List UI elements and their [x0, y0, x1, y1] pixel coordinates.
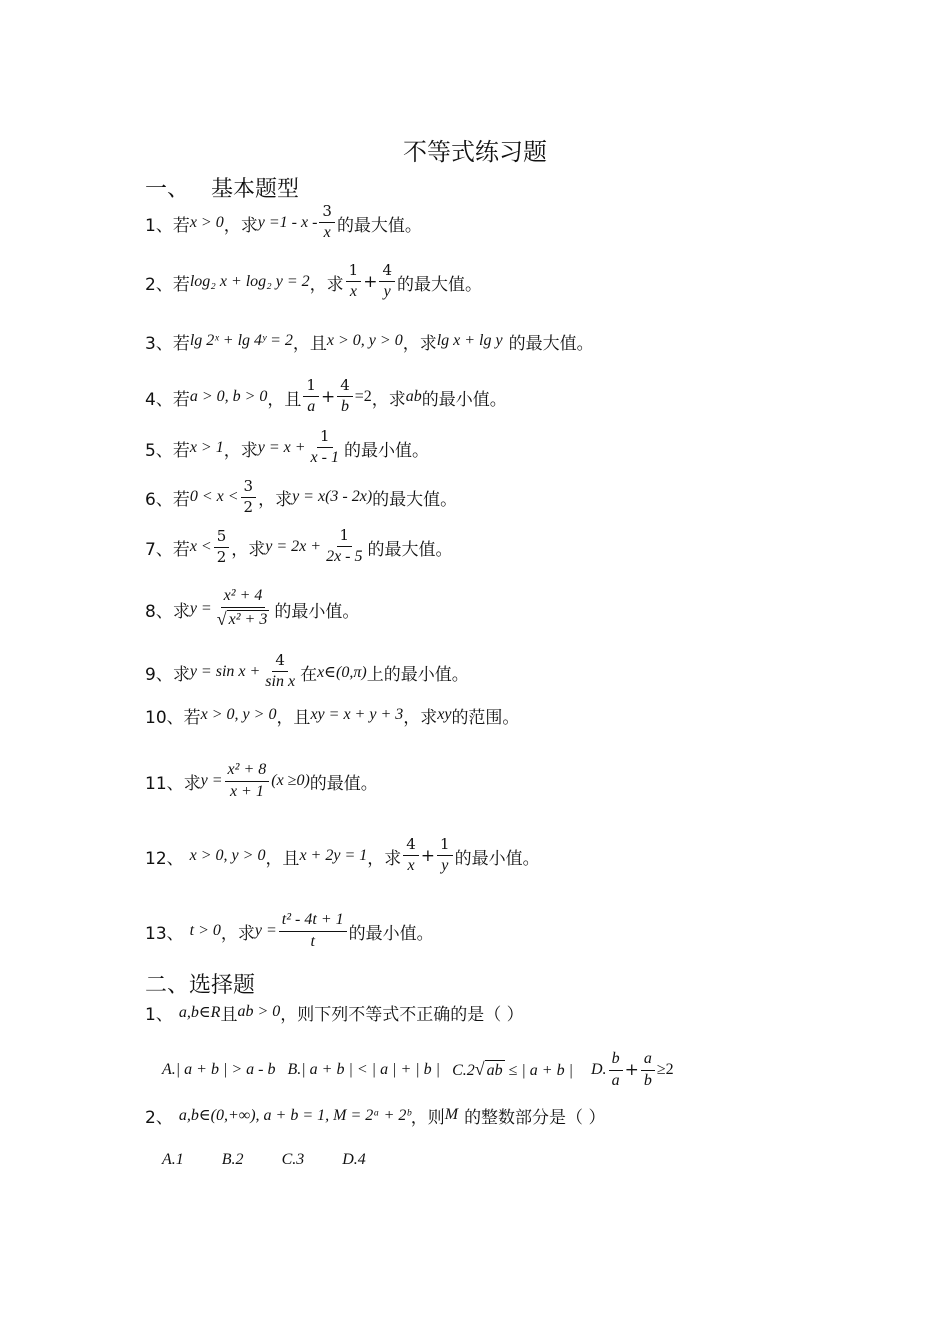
fraction [262, 653, 298, 691]
option-a: A.1 [162, 1151, 184, 1168]
fraction-denominator: t [310, 932, 315, 950]
option-d: D.4 [342, 1151, 366, 1168]
expression: y = x(3 - 2x) [292, 488, 373, 505]
fraction [379, 263, 395, 301]
question-number: 12、 [145, 848, 184, 869]
section-title: 基本题型 [211, 177, 300, 202]
question-number: 7、 [145, 539, 173, 560]
fraction-numerator: 1 [317, 429, 333, 448]
condition: x > 0, y > 0 [326, 332, 403, 349]
question-number: 3、 [145, 333, 173, 354]
question-2 [145, 262, 482, 302]
section-choice-heading: 二、选择题 [145, 973, 256, 998]
choice-2-options [162, 1147, 366, 1173]
question-13 [145, 908, 434, 954]
question-text: 若 [172, 333, 190, 354]
question-number: 2、 [145, 1107, 173, 1128]
fraction-denominator: 2 [243, 497, 254, 516]
question-text: ，则 [410, 1107, 445, 1128]
choice-question-2 [145, 1100, 605, 1130]
option-c [452, 1060, 573, 1080]
fraction-denominator: y [383, 282, 391, 300]
fraction [214, 526, 230, 566]
fraction [225, 762, 270, 801]
question-text: 的最小值。 [454, 848, 540, 869]
question-8 [145, 583, 359, 635]
option-b: B.2 [221, 1151, 244, 1168]
condition: x > 0, y > 0 [200, 706, 277, 723]
question-text: 的最小值。 [274, 601, 360, 622]
fraction-denominator: sin x [265, 672, 296, 690]
question-11 [145, 758, 378, 804]
fraction [437, 837, 453, 875]
fraction-numerator: 1 [437, 837, 453, 856]
fraction [346, 263, 362, 301]
question-text: 若 [172, 539, 190, 560]
fraction-denominator: x [323, 223, 331, 241]
condition: ab > 0 [237, 1003, 281, 1020]
fraction-denominator: a [307, 397, 316, 415]
domain: (x ≥0) [271, 772, 310, 789]
fraction-denominator: a [611, 1071, 620, 1089]
question-3 [145, 325, 594, 357]
fraction [319, 204, 335, 242]
question-text: ，求 [309, 274, 344, 295]
question-text: 若 [172, 489, 190, 510]
expression: y = [200, 772, 223, 789]
question-text: 求 [183, 773, 201, 794]
question-text: 在 [300, 664, 318, 685]
question-text: 的最大值。 [508, 333, 594, 354]
question-text: ，求 [220, 923, 255, 944]
operator: + [363, 272, 378, 292]
question-text: ，且 [276, 707, 311, 728]
question-number: 5、 [145, 440, 173, 461]
condition: t > 0 [189, 922, 221, 939]
condition: lg 2ˣ + lg 4ʸ = 2 [189, 332, 293, 349]
sqrt: √ x² + 3 [216, 609, 268, 629]
fraction [241, 476, 257, 516]
question-number: 11、 [145, 773, 184, 794]
fraction [609, 1051, 623, 1090]
condition: log₂ x + log₂ y = 2 [189, 273, 310, 290]
question-text: ，且 [265, 848, 300, 869]
question-text: 的最小值。 [343, 440, 429, 461]
equation: =2 [354, 388, 372, 405]
option-d-suffix: ≥2 [656, 1061, 674, 1078]
question-number: 8、 [145, 601, 173, 622]
question-6 [145, 476, 457, 518]
expression: y = [189, 600, 212, 617]
question-number: 6、 [145, 489, 173, 510]
option-c-prefix: C.2 [452, 1062, 475, 1079]
fraction-numerator: 1 [337, 528, 353, 547]
condition: 0 < x < [189, 488, 239, 505]
fraction-numerator: t² - 4t + 1 [279, 912, 347, 932]
expression: xy [437, 706, 452, 723]
question-text: ，求 [231, 539, 266, 560]
question-text: ，且 [292, 333, 327, 354]
question-text: ，求 [258, 489, 293, 510]
condition: x > 0 [189, 214, 224, 231]
question-text: 的整数部分是（ ） [464, 1107, 606, 1128]
expression: y = [254, 922, 277, 939]
fraction [337, 378, 353, 416]
question-text: ，求 [371, 389, 406, 410]
question-text: ，求 [223, 440, 258, 461]
question-text: ，求 [403, 707, 438, 728]
question-7 [145, 526, 453, 568]
expression: y = sin x + [189, 663, 261, 680]
question-text: 若 [172, 274, 190, 295]
fraction-numerator: x² + 8 [225, 762, 270, 782]
question-text: ，则下列不等式不正确的是（ ） [280, 1004, 524, 1025]
fraction [403, 837, 419, 875]
operator: + [420, 846, 436, 866]
condition: xy = x + y + 3 [310, 706, 404, 723]
fraction-numerator: 1 [303, 378, 319, 397]
fraction-numerator: x² + 4 [221, 588, 266, 608]
fraction [303, 378, 319, 416]
option-c: C.3 [281, 1151, 305, 1168]
fraction-denominator: b [340, 397, 349, 415]
operator: + [320, 387, 336, 407]
question-number: 2、 [145, 274, 173, 295]
expression: y = 2x + [265, 538, 322, 555]
expression: y = x + [257, 439, 306, 456]
sqrt: √ ab [474, 1059, 503, 1079]
question-text: 求 [172, 601, 190, 622]
question-text: 若 [172, 389, 190, 410]
question-text: 若 [183, 707, 201, 728]
fraction [279, 912, 347, 951]
fraction-denominator: x [349, 282, 357, 300]
question-number: 1、 [145, 1004, 173, 1025]
radicand: ab [486, 1062, 503, 1079]
condition: x < [189, 538, 212, 555]
question-text: 上的最小值。 [366, 664, 469, 685]
fraction [214, 588, 273, 630]
condition: a,b∈R [178, 1004, 221, 1021]
question-text: ，求 [223, 215, 258, 236]
question-text: ，求 [367, 848, 402, 869]
section-basic-heading [145, 172, 299, 203]
question-text: 的范围。 [451, 707, 520, 728]
fraction [323, 528, 365, 566]
choice-question-1 [145, 996, 524, 1028]
fraction [308, 429, 342, 467]
question-text: 的最大值。 [396, 274, 482, 295]
question-text: 且 [220, 1004, 238, 1025]
option-d-prefix: D. [591, 1061, 607, 1078]
question-text: 的最小值。 [421, 389, 507, 410]
question-number: 9、 [145, 664, 173, 685]
expression: y =1 - x - [257, 214, 318, 231]
condition: a,b∈(0,+∞), a + b = 1, M = 2ᵃ + 2ᵇ [178, 1107, 411, 1124]
radicand: x² + 3 [228, 611, 268, 628]
domain: x∈(0,π) [317, 664, 367, 681]
fraction-denominator: b [643, 1071, 652, 1089]
fraction-denominator: 2 [216, 547, 227, 566]
expression: lg x + lg y [436, 332, 503, 349]
question-5 [145, 427, 429, 469]
fraction-numerator: a [641, 1051, 655, 1071]
question-text: 若 [172, 215, 190, 236]
fraction-denominator: x [407, 856, 415, 874]
fraction-numerator: b [609, 1051, 623, 1071]
option-c-suffix: ≤ | a + b | [504, 1062, 573, 1079]
question-text: ，且 [267, 389, 302, 410]
question-number: 13、 [145, 923, 184, 944]
condition: x > 0, y > 0 [189, 847, 266, 864]
condition: x > 1 [189, 439, 224, 456]
question-number: 10、 [145, 707, 184, 728]
condition: x + 2y = 1 [299, 847, 368, 864]
expression: M [444, 1106, 459, 1123]
option-b: B.| a + b | < | a | + | b | [287, 1061, 441, 1078]
question-4 [145, 376, 507, 418]
fraction-numerator: 4 [403, 837, 419, 856]
question-text: 的最小值。 [348, 923, 434, 944]
question-text: ，求 [402, 333, 437, 354]
question-text: 的最值。 [309, 773, 378, 794]
fraction-denominator: x + 1 [229, 782, 264, 800]
question-number: 4、 [145, 389, 173, 410]
fraction-denominator: 2x - 5 [326, 547, 363, 565]
question-text: 求 [172, 664, 190, 685]
question-text: 若 [172, 440, 190, 461]
question-text: 的最大值。 [372, 489, 458, 510]
operator: + [624, 1060, 639, 1080]
condition: a > 0, b > 0 [189, 388, 268, 405]
choice-1-options [162, 1048, 674, 1092]
question-10 [145, 698, 519, 732]
question-12 [145, 834, 540, 878]
fraction-numerator: 4 [337, 378, 353, 397]
fraction-numerator: 4 [379, 263, 395, 282]
section-number: 一、 [145, 177, 190, 202]
question-text: 的最大值。 [336, 215, 422, 236]
question-1 [145, 203, 422, 243]
fraction-numerator: 5 [214, 529, 230, 548]
document-title: 不等式练习题 [403, 138, 547, 166]
fraction-denominator [214, 608, 273, 630]
fraction-numerator: 4 [272, 653, 288, 672]
fraction-denominator: x - 1 [310, 448, 339, 466]
fraction-numerator: 3 [241, 479, 257, 498]
fraction-denominator: y [441, 856, 449, 874]
expression: ab [405, 388, 422, 405]
fraction-numerator: 1 [346, 263, 362, 282]
fraction [641, 1051, 655, 1090]
fraction-numerator: 3 [319, 204, 335, 223]
option-a: A.| a + b | > a - b [162, 1061, 276, 1078]
question-number: 1、 [145, 215, 173, 236]
question-text: 的最大值。 [367, 539, 453, 560]
question-9 [145, 650, 469, 694]
